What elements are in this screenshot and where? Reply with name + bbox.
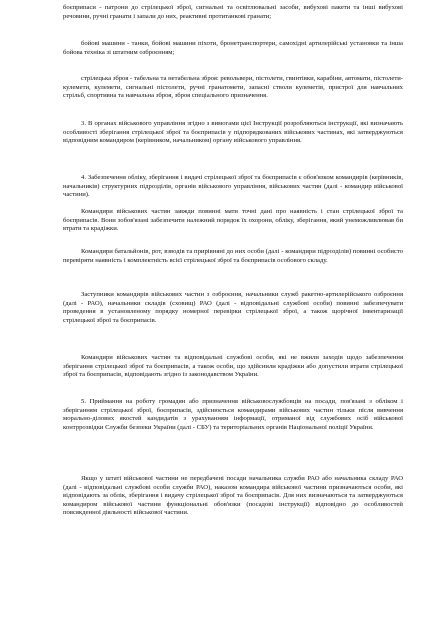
paragraph-commanders-duties: Командири військових частин завжди повинні мати точні дані про наявність і стан стрілецької зброї та боєприпасів. Вони зобов'язані забезпечити належний порядок їх охорони, обліку, зберігання, який унеможливлював би втрати та крадіжки. (63, 208, 403, 233)
paragraph-responsibility: Командири військових частин та відповідальні службові особи, які не вжили заходів щодо забезпечення зберігання стрілецької зброї та боєприпасів, а також особи, що здійснили крадіжки або допустили втрати стрілецької зброї та боєприпасів, відповідають згідно із законодавством України. (63, 354, 403, 379)
paragraph-combat-vehicles-definition: бойові машини - танки, бойові машини піхоти, бронетранспортери, самохідні артилерійські установки та інша бойова техніка зі штатним озброєнням; (63, 40, 403, 56)
paragraph-section-4: 4. Забезпечення обліку, зберігання і видачі стрілецької зброї та боєприпасів є обов'язком командирів (керівників, начальників) структурних підрозділів, органів військового управління, військових частин (далі - командир військової частини). (63, 174, 403, 199)
paragraph-deputy-commanders: Заступники командирів військових частин з озброєння, начальники служб ракетно-артилерійського озброєння (далі - РАО), начальники складів (сховищ) РАО (далі - відповідальні службові особи) повинні забезпечувати проведення в установленому порядку номерної перевірки стрілецької зброї, а також щорічної інвентаризації стрілецької зброї та боєприпасів. (63, 291, 403, 324)
paragraph-small-arms-definition: стрілецька зброя - табельна та нетабельна зброя: револьвери, пістолети, гвинтівки, карабіни, автомати, пістолети-кулемети, кулемети, сигнальні пістолети, ручні гранатомети, запасні стволи кулеметів, пристрої для навчальних стрільб, спортивна та навчальна зброя, зброя спеціального призначення. (63, 75, 403, 100)
paragraph-ammunition-definition: боєприпаси - патрони до стрілецької зброї, сигнальні та освітлювальні засоби, вибухові пакети та інші вибухові речовини, ручні гранати і запали до них, реактивні протитанкові гранати; (63, 4, 403, 20)
paragraph-section-5: 5. Приймання на роботу громадян або призначення військовослужбовців на посади, пов'язані з обліком і зберіганням стрілецької зброї, боєприпасів, здійснюється командирами військових частин тільки після вивчення морально-ділових якостей кандидатів з урахуванням інформації, отриманої від службових осіб військової контррозвідки Служби безпеки України (далі - СБУ) та територіальних органів Національної поліції України. (63, 398, 403, 431)
paragraph-section-3: 3. В органах військового управління згідно з вимогами цієї Інструкції розробляються інструкції, які визначають особливості зберігання стрілецької зброї та боєприпасів у підпорядкованих військових частинах, які затверджуються відповідним командиром (керівником, начальником) органу військового управління. (63, 120, 403, 145)
document-page (63, 0, 403, 630)
paragraph-rao-staff: Якщо у штаті військової частини не передбачені посади начальника служби РАО або начальника складу РАО (далі - відповідальні службові особи служби РАО), наказом командира військової частини призначаються особи, які відповідають за облік, зберігання і видачу стрілецької зброї та боєприпасів. Для них визначаються та затверджуються командиром військової частини функціональні обов'язки (посадові інструкції) відповідно до особливостей повсякденної діяльності військової частини. (63, 475, 403, 517)
paragraph-subunit-commanders: Командири батальйонів, рот, взводів та прирівняні до них особи (далі - командири підрозділів) повинні особисто перевіряти наявність і комплектність всієї стрілецької зброї та боєприпасів особового складу. (63, 248, 403, 264)
